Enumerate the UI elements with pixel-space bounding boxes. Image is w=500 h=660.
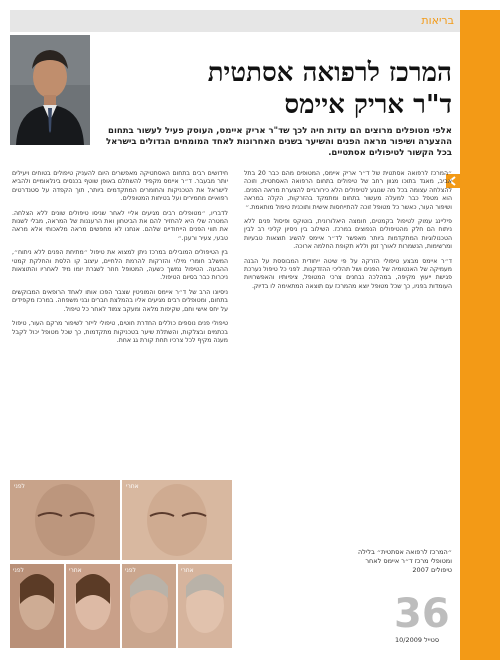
before-after-photo bbox=[178, 564, 232, 648]
before-after-photo bbox=[10, 564, 64, 648]
headline-title: המרכז לרפואה אסתטית bbox=[207, 58, 452, 88]
article-paragraph: פיליינג עמוק לטיפול בקמטים, חומצה היאלורונית, בוטוקס ופיסול פנים ללא ניתוח הם חלק מהטיפולים הנפוצים במרכז. השילוב בין ניסיון קליני רב לבין הטכנולוגיות המתקדמות ביותר מאפשר לד״ר איימס להשיג תוצאות טבעיות ומרשימות, הנשמרות לאורך זמן וללא תקופת החלמה ארוכה. bbox=[244, 218, 452, 251]
before-after-photo bbox=[122, 564, 176, 648]
article-paragraph: טיפולי פנים נוספים כוללים החדרת חוטים, טיפולי לייזר לשיפור מרקם העור, טיפול בכתמים ובצלקות, והשתלת שיער בטכניקות מתקדמות, כך שכל מטופל יכול לקבל מענה מקיף לכל צרכיו תחת קורת גג אחת. bbox=[12, 320, 228, 344]
article-column-left bbox=[12, 170, 228, 475]
before-after-photo bbox=[122, 480, 232, 560]
accent-side-bar bbox=[460, 10, 500, 660]
photo-caption: ״המרכז לרפואה אסתטית״ בלילה ומטופלי מרכז ד״ר איימס לאחר טיפולים 2007 bbox=[357, 548, 452, 574]
before-after-photo-grid bbox=[10, 480, 232, 648]
lede-paragraph: אלפי מטופלים מרוצים הם עדות חיה לכך שד"ר אריק איימס, העוסק פעיל לעשור בתחום ההצערה ושיפור מראה הפנים והשיער בשנים האחרונות לאחד המומחים הגדולים בישראל בכל הקשור לטיפולים אסתטיים. bbox=[106, 126, 452, 158]
article-paragraph: ניסיונו הרב של ד״ר איימס והמוניטין שצבר הפכו אותו לאחד הרופאים המבוקשים בתחום, ומטופלים רבים מגיעים אליו בהמלצת חברים ובני משפחה. במרכז מקפידים על יחס אישי וחם, שקיפות מלאה ומעקב צמוד לאחר כל טיפול. bbox=[12, 288, 228, 313]
article-paragraph: ״המרכז לרפואה אסתטית של ד״ר אריק איימס, המטופים מהם כבר 20 בתל אביב, מאגד בתוכו מגוון רחב של טיפולים בתחום הרפואה האסתטית, וזוכה להצלחה עצומה בכל מה שנוגע לטיפולים הלא כירורגיים להצערת מראה הפנים. הוא מטפל כבר למעלה מעשור בתחום ומתמקד בהזרקות, הקלה במראה ושיפור העור, כאשר כל מטופל זוכה להתייחסות אישית ותוכנית טיפול מותאמת.״ bbox=[244, 170, 452, 211]
before-after-photo bbox=[66, 564, 120, 648]
top-gray-band bbox=[10, 10, 460, 32]
photo-label: לפני bbox=[14, 483, 25, 490]
doctor-portrait bbox=[10, 35, 90, 145]
section-label: בריאות bbox=[421, 14, 454, 27]
article-paragraph: חידושים רבים בתחום האסתטיקה מאפשרים היום להעניק טיפולים בטוחים ויעילים יותר מבעבר. ד״ר איימס מקפיד להשתלם באופן שוטף בכנסים בינלאומיים ולהביא לישראל את הטכניקות והחומרים המתקדמים ביותר, תוך הקפדה על סטנדרטים רפואיים מחמירים ועל בטיחות המטופלים. bbox=[12, 170, 228, 203]
photo-label: לפני bbox=[13, 567, 24, 574]
before-after-photo bbox=[10, 480, 120, 560]
page-number: 36 bbox=[394, 591, 450, 637]
headline-doctor-name: ד"ר אריק איימס bbox=[284, 90, 452, 120]
photo-label: אחרי bbox=[181, 567, 194, 574]
photo-label: אחרי bbox=[126, 483, 139, 490]
issue-date: סטייל 10/2009 bbox=[395, 636, 440, 644]
article-column-right bbox=[244, 170, 452, 540]
article-paragraph: בין הטיפולים המובילים במרכז ניתן למצוא את טיפול ״מתיחת הפנים ללא ניתוח״, המשלב חומרי מילוי והזרקות להרמת הלחיים, עיצוב קו הלסת והחלקת קמטי ההבעה. הטיפול נמשך כשעה, המטופל חוזר לשגרת יומו מיד לאחריו והתוצאות ניכרות כבר בסיום הטיפול. bbox=[12, 249, 228, 282]
article-paragraph: לדבריו, ״מטופלים רבים מגיעים אליי לאחר שניסו טיפולים שונים ללא הצלחה. המטרה שלי היא להחזיר להם את הביטחון ואת הרעננות של המראה, מבלי לשנות את תווי הפנים הייחודיים שלהם. אנחנו לא מחפשים מראה מלאכותי אלא מראה טבעי, צעיר ורענן.״ bbox=[12, 209, 228, 242]
portrait-image bbox=[10, 35, 90, 145]
photo-label: אחרי bbox=[69, 567, 82, 574]
photo-label: לפני bbox=[125, 567, 136, 574]
article-paragraph: ד״ר איימס מבצע טיפולי הזרקה על פי שיטה ייחודית המבוססת על הבנה מעמיקה של האנטומיה של הפנים ושל תהליכי ההזדקנות. לפני כל טיפול נערכת פגישת ייעוץ מקיפה, במהלכה נבחנים צרכי המטופל, ציפיותיו והאפשרויות העומדות בפניו, כך שכל מטופל יוצא מהמרכז עם תוצאה המתאימה לו בדיוק. bbox=[244, 257, 452, 290]
